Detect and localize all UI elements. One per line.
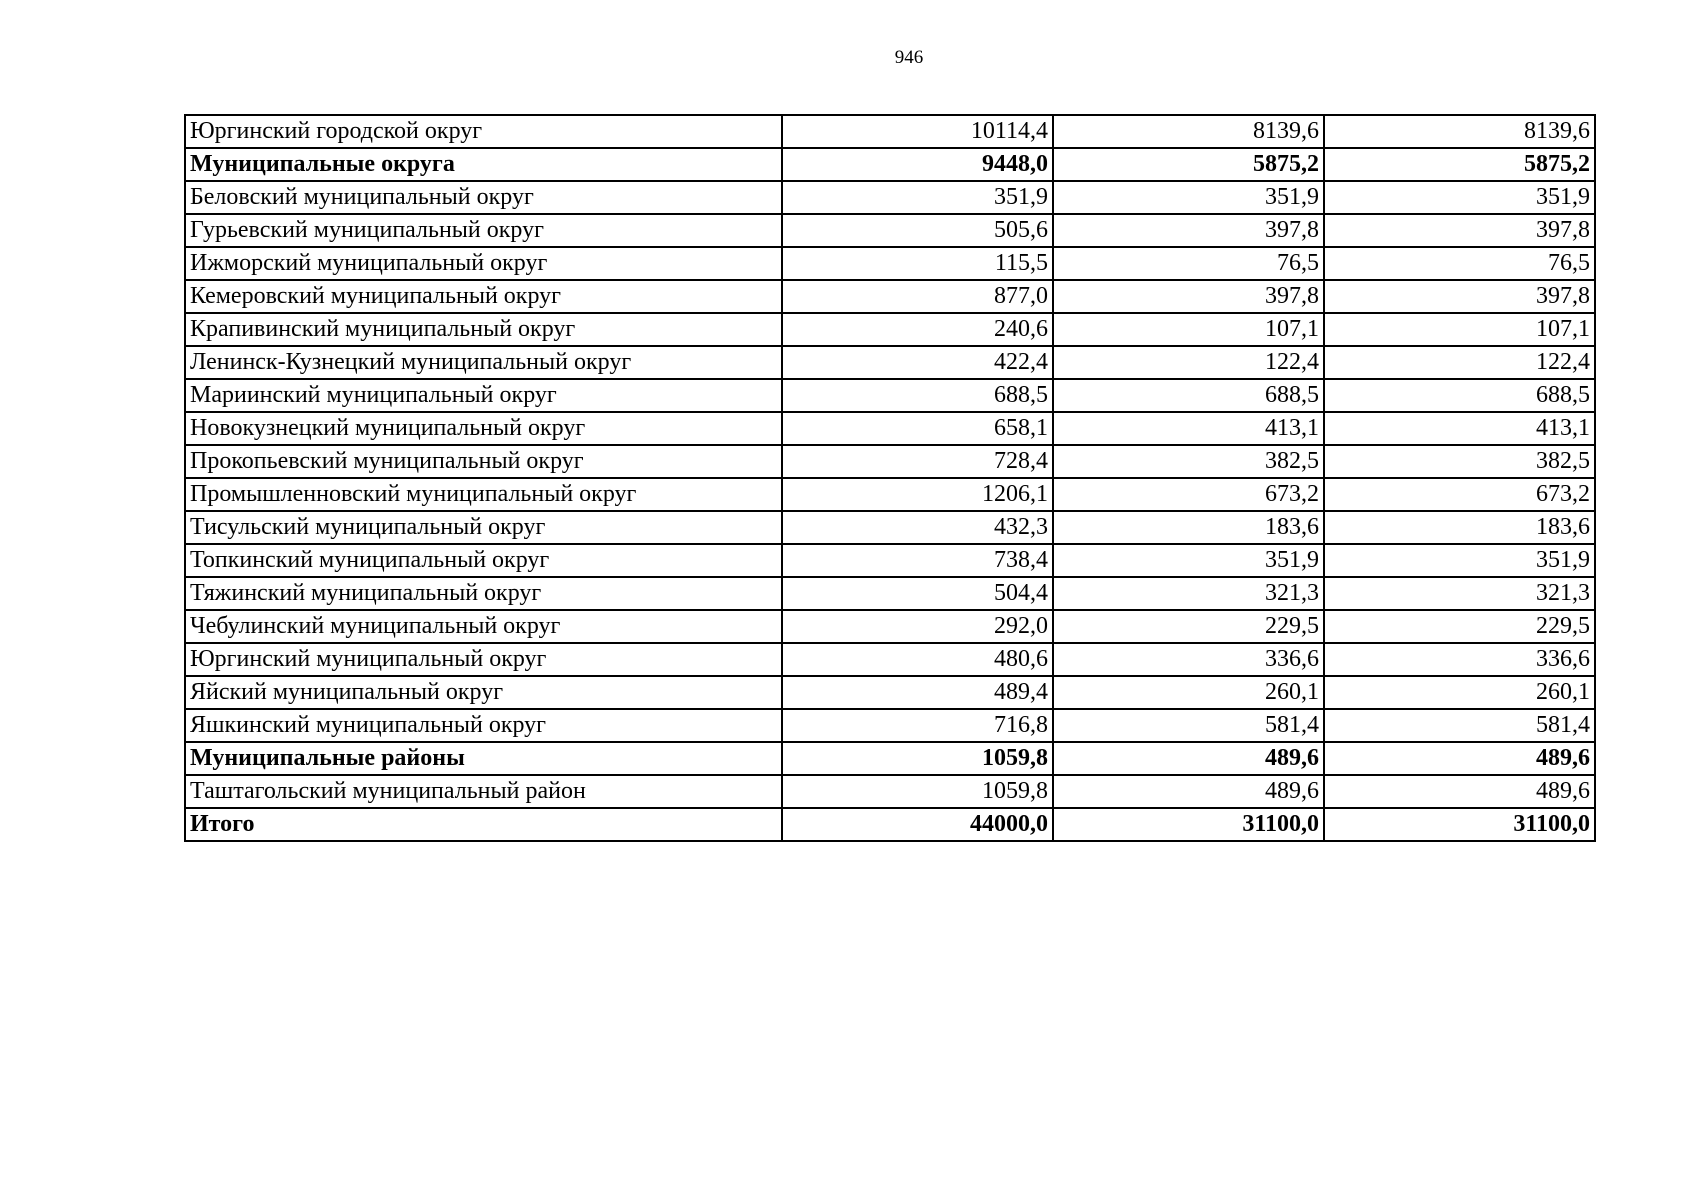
row-value-3-cell: 229,5 [1324, 610, 1595, 643]
row-name-cell: Мариинский муниципальный округ [185, 379, 782, 412]
row-value-2-cell: 76,5 [1053, 247, 1324, 280]
row-name-cell: Тисульский муниципальный округ [185, 511, 782, 544]
row-value-1-cell: 505,6 [782, 214, 1053, 247]
row-value-2-cell: 336,6 [1053, 643, 1324, 676]
row-value-2-cell: 122,4 [1053, 346, 1324, 379]
table-row [185, 709, 1595, 742]
table-row [185, 247, 1595, 280]
row-value-3-cell: 351,9 [1324, 181, 1595, 214]
table-row [185, 511, 1595, 544]
row-value-2-cell: 5875,2 [1053, 148, 1324, 181]
row-value-1-cell: 658,1 [782, 412, 1053, 445]
row-value-2-cell: 321,3 [1053, 577, 1324, 610]
row-value-3-cell: 489,6 [1324, 775, 1595, 808]
row-name-cell: Топкинский муниципальный округ [185, 544, 782, 577]
row-value-1-cell: 716,8 [782, 709, 1053, 742]
row-value-2-cell: 413,1 [1053, 412, 1324, 445]
row-value-3-cell: 397,8 [1324, 214, 1595, 247]
table-row [185, 544, 1595, 577]
row-name-cell: Промышленновский муниципальный округ [185, 478, 782, 511]
row-value-2-cell: 688,5 [1053, 379, 1324, 412]
row-name-cell: Ижморский муниципальный округ [185, 247, 782, 280]
table-row [185, 280, 1595, 313]
table-row [185, 148, 1595, 181]
table-row [185, 379, 1595, 412]
row-value-2-cell: 581,4 [1053, 709, 1324, 742]
row-value-2-cell: 489,6 [1053, 742, 1324, 775]
row-value-1-cell: 115,5 [782, 247, 1053, 280]
row-value-2-cell: 382,5 [1053, 445, 1324, 478]
row-value-2-cell: 260,1 [1053, 676, 1324, 709]
row-value-3-cell: 260,1 [1324, 676, 1595, 709]
row-value-3-cell: 688,5 [1324, 379, 1595, 412]
row-value-2-cell: 31100,0 [1053, 808, 1324, 841]
row-value-1-cell: 10114,4 [782, 115, 1053, 148]
row-value-1-cell: 44000,0 [782, 808, 1053, 841]
row-value-3-cell: 673,2 [1324, 478, 1595, 511]
row-value-2-cell: 351,9 [1053, 544, 1324, 577]
row-value-1-cell: 292,0 [782, 610, 1053, 643]
row-value-3-cell: 8139,6 [1324, 115, 1595, 148]
row-value-3-cell: 31100,0 [1324, 808, 1595, 841]
row-value-2-cell: 397,8 [1053, 280, 1324, 313]
row-value-1-cell: 489,4 [782, 676, 1053, 709]
table-row [185, 181, 1595, 214]
row-value-2-cell: 229,5 [1053, 610, 1324, 643]
row-value-3-cell: 5875,2 [1324, 148, 1595, 181]
row-value-3-cell: 107,1 [1324, 313, 1595, 346]
row-value-2-cell: 489,6 [1053, 775, 1324, 808]
page-number: 946 [894, 47, 924, 68]
row-value-3-cell: 336,6 [1324, 643, 1595, 676]
row-value-2-cell: 673,2 [1053, 478, 1324, 511]
row-value-3-cell: 76,5 [1324, 247, 1595, 280]
row-name-cell: Беловский муниципальный округ [185, 181, 782, 214]
row-value-3-cell: 489,6 [1324, 742, 1595, 775]
row-value-1-cell: 9448,0 [782, 148, 1053, 181]
row-value-3-cell: 321,3 [1324, 577, 1595, 610]
row-value-3-cell: 351,9 [1324, 544, 1595, 577]
table-row [185, 412, 1595, 445]
row-value-3-cell: 382,5 [1324, 445, 1595, 478]
row-value-1-cell: 504,4 [782, 577, 1053, 610]
row-name-cell: Юргинский муниципальный округ [185, 643, 782, 676]
row-value-1-cell: 432,3 [782, 511, 1053, 544]
table-row [185, 742, 1595, 775]
row-value-1-cell: 688,5 [782, 379, 1053, 412]
row-value-3-cell: 183,6 [1324, 511, 1595, 544]
table-row [185, 643, 1595, 676]
row-name-cell: Яйский муниципальный округ [185, 676, 782, 709]
row-value-1-cell: 422,4 [782, 346, 1053, 379]
row-value-1-cell: 1206,1 [782, 478, 1053, 511]
row-value-3-cell: 581,4 [1324, 709, 1595, 742]
table-row [185, 577, 1595, 610]
table-row [185, 676, 1595, 709]
row-name-cell: Муниципальные районы [185, 742, 782, 775]
row-name-cell: Кемеровский муниципальный округ [185, 280, 782, 313]
row-value-1-cell: 728,4 [782, 445, 1053, 478]
table-body [185, 115, 1595, 841]
row-value-1-cell: 1059,8 [782, 775, 1053, 808]
table-row [185, 115, 1595, 148]
row-value-1-cell: 1059,8 [782, 742, 1053, 775]
table-row [185, 478, 1595, 511]
row-name-cell: Юргинский городской округ [185, 115, 782, 148]
row-name-cell: Гурьевский муниципальный округ [185, 214, 782, 247]
table-row [185, 214, 1595, 247]
table-row [185, 775, 1595, 808]
table-row [185, 808, 1595, 841]
row-name-cell: Муниципальные округа [185, 148, 782, 181]
row-value-3-cell: 413,1 [1324, 412, 1595, 445]
row-value-3-cell: 397,8 [1324, 280, 1595, 313]
row-value-2-cell: 107,1 [1053, 313, 1324, 346]
row-value-1-cell: 877,0 [782, 280, 1053, 313]
row-name-cell: Ленинск-Кузнецкий муниципальный округ [185, 346, 782, 379]
row-name-cell: Яшкинский муниципальный округ [185, 709, 782, 742]
row-value-1-cell: 240,6 [782, 313, 1053, 346]
budget-table [184, 114, 1596, 842]
row-name-cell: Итого [185, 808, 782, 841]
row-value-2-cell: 8139,6 [1053, 115, 1324, 148]
row-value-2-cell: 183,6 [1053, 511, 1324, 544]
row-value-1-cell: 480,6 [782, 643, 1053, 676]
table-row [185, 346, 1595, 379]
row-name-cell: Чебулинский муниципальный округ [185, 610, 782, 643]
table-row [185, 445, 1595, 478]
row-value-2-cell: 397,8 [1053, 214, 1324, 247]
row-name-cell: Новокузнецкий муниципальный округ [185, 412, 782, 445]
row-name-cell: Прокопьевский муниципальный округ [185, 445, 782, 478]
row-value-1-cell: 738,4 [782, 544, 1053, 577]
row-value-1-cell: 351,9 [782, 181, 1053, 214]
row-name-cell: Таштагольский муниципальный район [185, 775, 782, 808]
row-value-2-cell: 351,9 [1053, 181, 1324, 214]
row-name-cell: Крапивинский муниципальный округ [185, 313, 782, 346]
row-value-3-cell: 122,4 [1324, 346, 1595, 379]
table-row [185, 313, 1595, 346]
table-row [185, 610, 1595, 643]
row-name-cell: Тяжинский муниципальный округ [185, 577, 782, 610]
